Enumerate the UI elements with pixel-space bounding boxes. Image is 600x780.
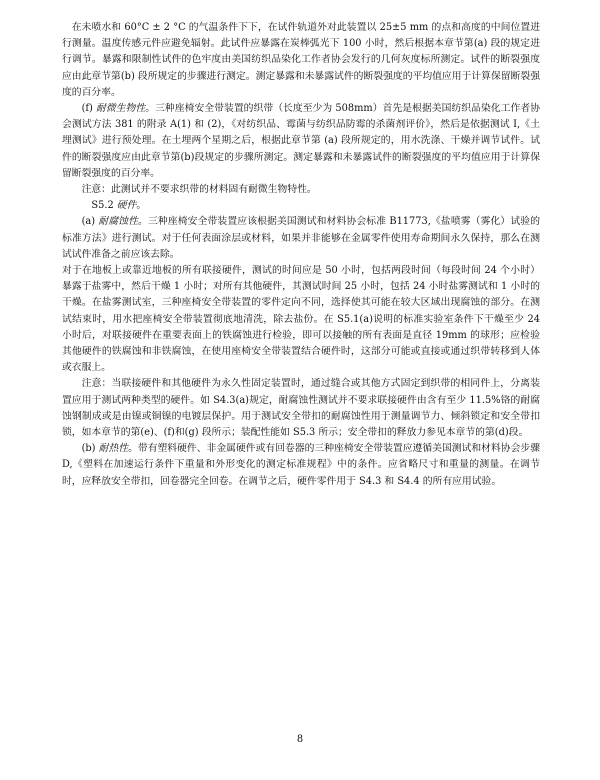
paragraph-temperature-lead: (b) <box>81 443 99 455</box>
section-number: S5.2 <box>91 200 117 212</box>
document-body <box>62 20 540 490</box>
paragraph-corrosion-lead: (a) <box>81 216 99 228</box>
paragraph-mildew-note: 注意：此测试并不要求织带的材料固有耐微生物特性。 <box>81 184 317 196</box>
paragraph-corrosion-title: 耐腐蚀性 <box>98 216 139 228</box>
paragraph-corrosion-resistance <box>62 214 540 263</box>
section-title: 硬件 <box>116 200 137 212</box>
paragraph-mildew-body: 。三种座椅安全带装置的织带（长度至少为 508mm）首先是根据美国纺织品染化工作者协会测试方法 381 的附录 A(1) 和 (2)，《对纺织品、霉菌与纺织品防霉的杀菌剂评价》，然后是依据测试 I,《土埋测试》进行预处理。在土埋两个星期之后，根据此章节第 (a) 段所规定的，用水洗涤、干燥并调节试件。试件的断裂强度应由此章节第(b)段规定的步骤所测定。测定暴露和未暴露试件的断裂强度的平均值应用于计算保留断裂强度的百分率。 <box>62 103 540 179</box>
paragraph-temperature-resistance <box>62 441 540 490</box>
paragraph-corrosion-body: 。三种座椅安全带装置应该根据美国测试和材料协会标准 B11773,《盐喷雾（雾化）试验的标准方法》进行测试。对于任何表面涂层或材料，如果并非能够在金属零件使用寿命期间永久保持，那么在测试试件准备之前应该去除。 <box>62 216 541 260</box>
paragraph-hardware-note: 注意：当联接硬件和其他硬件为永久性固定装置时，通过缝合或其他方式固定到织带的相同件上，分离装置应用于测试两种类型的硬件。如 S4.3(a)规定，耐腐蚀性测试并不要求联接硬件由含有至少 11.5%铬的耐腐蚀钢制成或是由镍或铜镍的电镀层保护。用于测试安全带扣的耐腐蚀性用于测量调节力、倾斜锁定和安全带扣锁，如本章节的第(e)、(f)和(g) 段所示；装配性能如 S5.3 所示；安全带扣的释放力参见本章节的第(d)段。 <box>62 378 540 439</box>
paragraph-mildew-lead: (f) <box>81 103 97 115</box>
section-heading-hardware <box>62 198 540 214</box>
paragraph-temperature-body: 。带有塑料硬件、非金属硬件或有回卷器的三种座椅安全带装置应遵循美国测试和材料协会步骤 D,《塑料在加速运行条件下重量和外形变化的测定标准规程》中的条件。应省略尺寸和重量的测量。在调节时，应释放安全带扣，回卷器完全回卷。在调节之后，硬件零件用于 S4.3 和 S4.4 的所有应用试验。 <box>62 443 541 487</box>
paragraph-salt-spray-duration: 对于在地板上或靠近地板的所有联接硬件，测试的时间应是 50 小时，包括两段时间（每段时间 24 个小时）暴露于盐雾中，然后干燥 1 小时；对所有其他硬件，其测试时间 25 小时，包括 24 小时盐雾测试和 1 小时的干燥。在盐雾测试室，三种座椅安全带装置的零件定向不同，选择使其可能在较大区域出现腐蚀的部分。在测试结束时，用水把座椅安全带装置彻底地清洗，除去盐份。在 S5.1(a)说明的标准实验室条件下干燥至少 24 小时后，对联接硬件在重要表面上的铁腐蚀进行检验，即可以接触的所有表面是直径 19mm 的球形；应检验其他硬件的铁腐蚀和非铁腐蚀，在使用座椅安全带装置结合硬件时，这部分可能或直接或通过织带转移到人体或衣服上。 <box>62 265 540 374</box>
section-title-suffix: 。 <box>136 200 147 212</box>
paragraph-carbon-arc-conditions: 在未喷水和 60°C ± 2 °C 的气温条件下下，在试件轨道外对此装置以 25±5 mm 的点和高度的中间位置进行测量。温度传感元件应避免辐射。此试件应暴露在炭棒弧光下 100 小时，然后根据本章节第(a) 段的规定进行调节。暴露和限制性试件的色牢度由美国纺织品染化工作者协会发行的几何灰度标所测定。试件的断裂强度应由此章节第(b) 段所规定的步骤进行测定。测定暴露和未暴露试件的断裂强度的平均值应用于计算保留断裂强度的百分率。 <box>62 22 540 98</box>
page-number: 8 <box>296 734 304 745</box>
paragraph-mildew-resistance <box>62 101 540 182</box>
paragraph-temperature-title: 耐热性 <box>98 443 129 455</box>
paragraph-mildew-title: 耐微生物性 <box>96 103 146 115</box>
